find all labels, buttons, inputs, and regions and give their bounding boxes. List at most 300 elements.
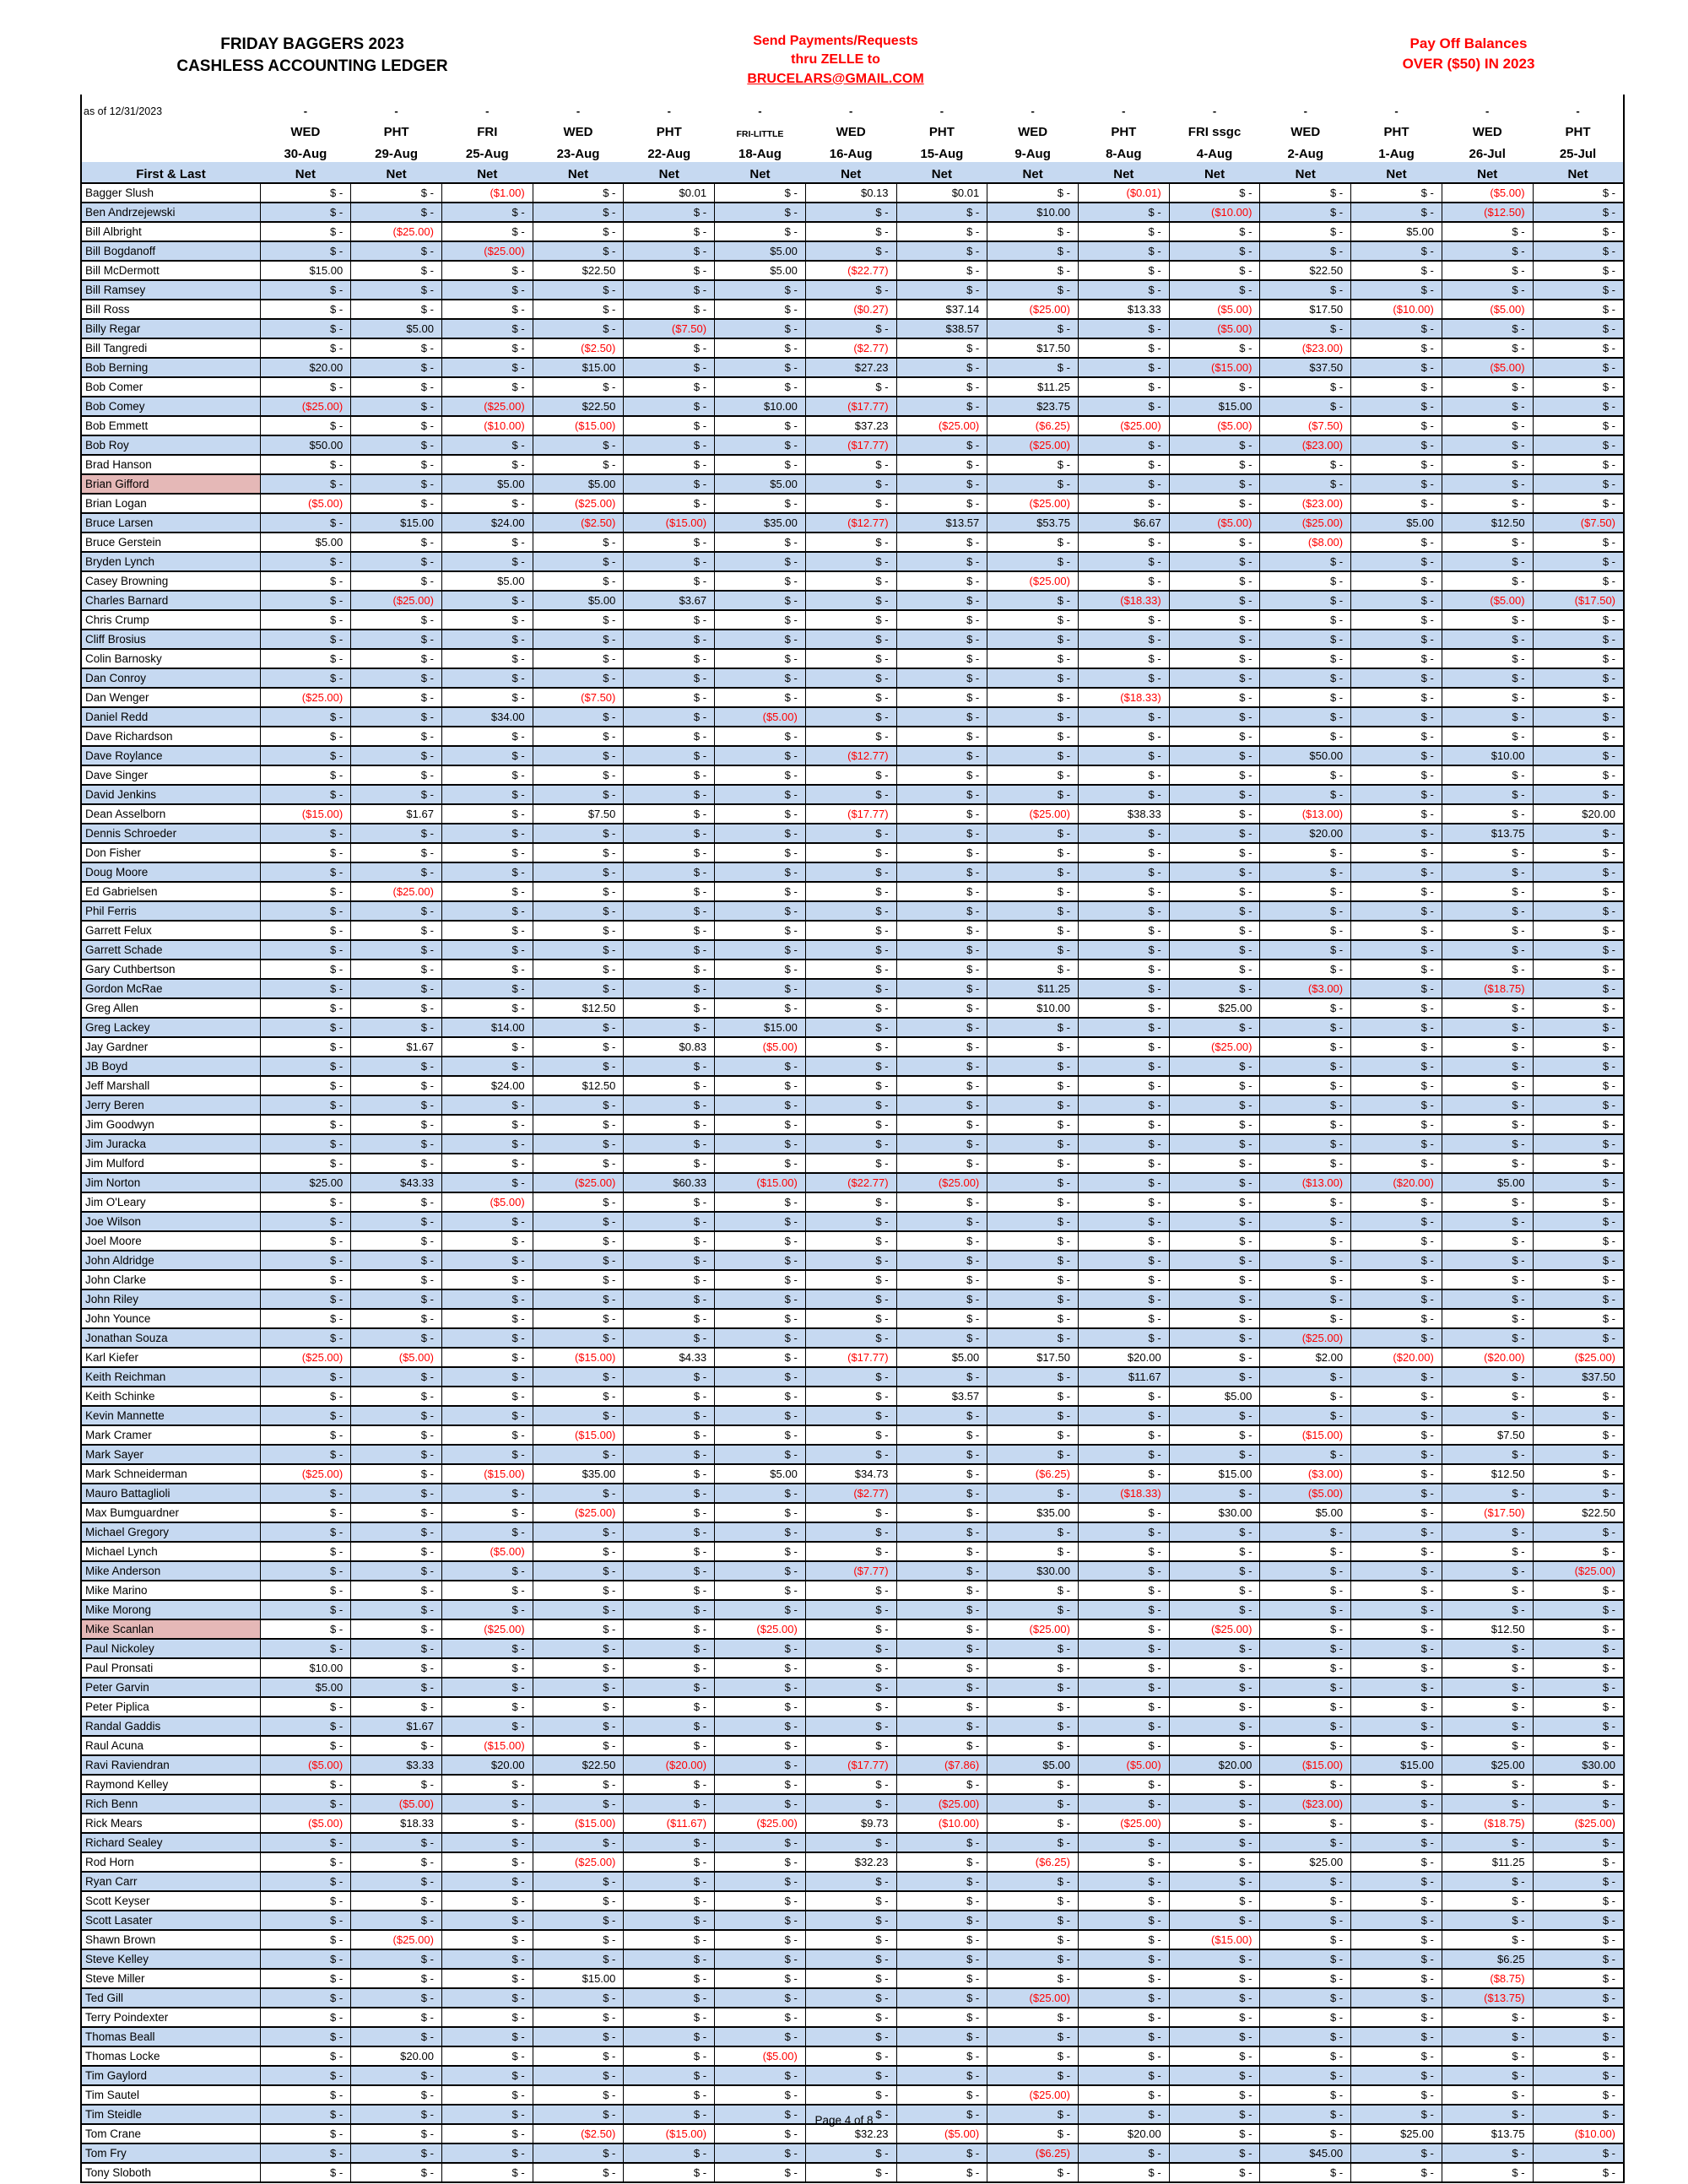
table-row bbox=[81, 785, 1624, 804]
player-name-cell: Jim Goodwyn bbox=[81, 1115, 260, 1134]
net-value-cell: ($25.00) bbox=[533, 1503, 624, 1522]
net-value-cell: $ - bbox=[1442, 1716, 1533, 1736]
net-value-cell: $ - bbox=[260, 203, 351, 222]
net-value-cell: ($5.00) bbox=[260, 1755, 351, 1775]
title-line-1: FRIDAY BAGGERS 2023 bbox=[220, 35, 404, 53]
net-value-cell: $ - bbox=[1169, 610, 1260, 630]
net-value-cell: $ - bbox=[533, 552, 624, 571]
net-value-cell: $ - bbox=[1533, 1289, 1624, 1309]
table-row bbox=[81, 1445, 1624, 1464]
net-value-cell: $ - bbox=[1351, 1134, 1442, 1154]
net-value-cell: $ - bbox=[351, 1212, 442, 1231]
net-value-cell: $ - bbox=[1533, 746, 1624, 765]
net-value-cell: $ - bbox=[805, 649, 896, 668]
table-row bbox=[81, 1095, 1624, 1115]
net-value-cell: $ - bbox=[441, 649, 533, 668]
player-name-cell: Joel Moore bbox=[81, 1231, 260, 1251]
net-value-cell: $ - bbox=[896, 1192, 987, 1212]
net-header: Net bbox=[1078, 162, 1169, 183]
net-value-cell: $ - bbox=[1078, 1872, 1169, 1891]
net-value-cell: $ - bbox=[351, 552, 442, 571]
net-value-cell: $ - bbox=[351, 1076, 442, 1095]
net-value-cell: $ - bbox=[715, 2027, 806, 2046]
net-value-cell: ($8.00) bbox=[1260, 532, 1351, 552]
net-value-cell: $ - bbox=[441, 1678, 533, 1697]
net-value-cell: $ - bbox=[533, 610, 624, 630]
net-value-cell: $ - bbox=[987, 940, 1079, 960]
net-value-cell: $ - bbox=[260, 1639, 351, 1658]
net-value-cell: $ - bbox=[715, 688, 806, 707]
net-value-cell: $ - bbox=[1351, 1561, 1442, 1581]
net-value-cell: $ - bbox=[1169, 1192, 1260, 1212]
net-value-cell: $ - bbox=[715, 1736, 806, 1755]
net-value-cell: $ - bbox=[1351, 1930, 1442, 1949]
net-value-cell: $ - bbox=[987, 1639, 1079, 1658]
net-value-cell: $ - bbox=[1169, 261, 1260, 280]
net-value-cell: ($5.00) bbox=[1169, 300, 1260, 319]
net-value-cell: $ - bbox=[805, 610, 896, 630]
player-name-cell: Ryan Carr bbox=[81, 1872, 260, 1891]
net-value-cell: $ - bbox=[805, 1445, 896, 1464]
net-value-cell: $ - bbox=[1078, 1018, 1169, 1037]
net-value-cell: $ - bbox=[1169, 455, 1260, 474]
net-value-cell: ($20.00) bbox=[1351, 1348, 1442, 1367]
net-value-cell: $ - bbox=[441, 532, 533, 552]
net-value-cell: $ - bbox=[533, 1057, 624, 1076]
net-value-cell: ($15.00) bbox=[441, 1736, 533, 1755]
table-row bbox=[81, 901, 1624, 921]
table-row bbox=[81, 2066, 1624, 2085]
net-value-cell: $ - bbox=[1533, 2027, 1624, 2046]
net-value-cell: $ - bbox=[351, 2163, 442, 2182]
net-value-cell: $ - bbox=[260, 2027, 351, 2046]
net-value-cell: $ - bbox=[1533, 377, 1624, 397]
net-value-cell: $ - bbox=[896, 1542, 987, 1561]
net-value-cell: $ - bbox=[441, 222, 533, 241]
net-value-cell: $ - bbox=[1169, 630, 1260, 649]
net-value-cell: ($25.00) bbox=[715, 1814, 806, 1833]
net-value-cell: $ - bbox=[805, 222, 896, 241]
net-value-cell: $ - bbox=[351, 765, 442, 785]
net-value-cell: $ - bbox=[896, 1697, 987, 1716]
net-value-cell: $ - bbox=[1442, 1581, 1533, 1600]
net-value-cell: $ - bbox=[896, 1425, 987, 1445]
net-value-cell: $ - bbox=[1078, 241, 1169, 261]
payoff-line-1: Pay Off Balances bbox=[1409, 35, 1528, 51]
player-name-cell: Scott Keyser bbox=[81, 1891, 260, 1911]
net-value-cell: $ - bbox=[896, 843, 987, 862]
player-name-cell: Dan Conroy bbox=[81, 668, 260, 688]
net-value-cell: $ - bbox=[987, 1212, 1079, 1231]
net-value-cell: $ - bbox=[260, 1309, 351, 1328]
net-value-cell: $ - bbox=[805, 1289, 896, 1309]
net-value-cell: $ - bbox=[351, 824, 442, 843]
net-value-cell: $ - bbox=[1169, 2046, 1260, 2066]
net-value-cell: $ - bbox=[715, 338, 806, 358]
table-row bbox=[81, 1969, 1624, 1988]
net-value-cell: $ - bbox=[896, 591, 987, 610]
net-value-cell: $ - bbox=[805, 1619, 896, 1639]
net-value-cell: $ - bbox=[441, 630, 533, 649]
net-value-cell: $ - bbox=[1533, 668, 1624, 688]
net-value-cell: $ - bbox=[441, 1891, 533, 1911]
net-value-cell: $ - bbox=[715, 1231, 806, 1251]
net-value-cell: ($25.00) bbox=[260, 1464, 351, 1484]
net-value-cell: $ - bbox=[805, 1076, 896, 1095]
net-value-cell: $ - bbox=[1078, 2066, 1169, 2085]
net-value-cell: $ - bbox=[805, 2143, 896, 2163]
net-value-cell: $ - bbox=[987, 455, 1079, 474]
net-value-cell: $ - bbox=[1078, 921, 1169, 940]
net-value-cell: $ - bbox=[1078, 2008, 1169, 2027]
player-name-cell: Thomas Beall bbox=[81, 2027, 260, 2046]
net-value-cell: $ - bbox=[1442, 1328, 1533, 1348]
net-value-cell: $15.00 bbox=[533, 358, 624, 377]
net-value-cell: $ - bbox=[1169, 338, 1260, 358]
net-header: Net bbox=[351, 162, 442, 183]
net-value-cell: $ - bbox=[1442, 1891, 1533, 1911]
net-value-cell: $ - bbox=[441, 1348, 533, 1367]
net-value-cell: $ - bbox=[805, 862, 896, 882]
net-value-cell: $ - bbox=[805, 1736, 896, 1755]
net-value-cell: $ - bbox=[260, 1445, 351, 1464]
net-value-cell: $10.00 bbox=[1442, 746, 1533, 765]
player-name-cell: Raymond Kelley bbox=[81, 1775, 260, 1794]
net-value-cell: $11.25 bbox=[1442, 1852, 1533, 1872]
net-value-cell: $ - bbox=[533, 979, 624, 998]
net-value-cell: $ - bbox=[260, 707, 351, 727]
net-value-cell: $ - bbox=[533, 1406, 624, 1425]
net-value-cell: $ - bbox=[1260, 1969, 1351, 1988]
net-value-cell: $ - bbox=[715, 1833, 806, 1852]
player-name-cell: Rod Horn bbox=[81, 1852, 260, 1872]
player-name-cell: Bill Ross bbox=[81, 300, 260, 319]
table-row bbox=[81, 1484, 1624, 1503]
net-value-cell: $ - bbox=[441, 785, 533, 804]
net-value-cell: $ - bbox=[715, 1348, 806, 1367]
table-row bbox=[81, 280, 1624, 300]
net-value-cell: $ - bbox=[1442, 1115, 1533, 1134]
player-name-cell: Tom Crane bbox=[81, 2124, 260, 2143]
net-value-cell: $ - bbox=[1078, 1387, 1169, 1406]
player-name-cell: Bob Berning bbox=[81, 358, 260, 377]
net-value-cell: $ - bbox=[805, 1522, 896, 1542]
net-value-cell: $ - bbox=[624, 1464, 715, 1484]
net-value-cell: $ - bbox=[715, 1095, 806, 1115]
net-value-cell: $ - bbox=[1260, 1891, 1351, 1911]
net-value-cell: $5.00 bbox=[1351, 513, 1442, 532]
net-value-cell: $ - bbox=[1533, 1309, 1624, 1328]
net-value-cell: $ - bbox=[1442, 552, 1533, 571]
net-value-cell: $ - bbox=[1078, 630, 1169, 649]
net-value-cell: $ - bbox=[351, 862, 442, 882]
net-value-cell: $ - bbox=[260, 552, 351, 571]
player-name-cell: Steve Miller bbox=[81, 1969, 260, 1988]
net-value-cell: $ - bbox=[1260, 1949, 1351, 1969]
net-value-cell: $ - bbox=[805, 1154, 896, 1173]
net-value-cell: ($15.00) bbox=[624, 513, 715, 532]
net-value-cell: $ - bbox=[1169, 222, 1260, 241]
net-value-cell: $ - bbox=[896, 532, 987, 552]
net-value-cell: $ - bbox=[533, 824, 624, 843]
table-row bbox=[81, 1814, 1624, 1833]
net-value-cell: $ - bbox=[260, 960, 351, 979]
net-value-cell: $53.75 bbox=[987, 513, 1079, 532]
net-value-cell: $ - bbox=[1078, 1794, 1169, 1814]
net-value-cell: $ - bbox=[351, 1503, 442, 1522]
net-value-cell: $ - bbox=[260, 843, 351, 862]
net-value-cell: $ - bbox=[896, 2008, 987, 2027]
net-value-cell: $ - bbox=[1078, 1542, 1169, 1561]
net-value-cell: $ - bbox=[1442, 843, 1533, 862]
net-value-cell: $ - bbox=[441, 2008, 533, 2027]
net-value-cell: $ - bbox=[624, 532, 715, 552]
net-value-cell: ($25.00) bbox=[987, 300, 1079, 319]
net-value-cell: $ - bbox=[805, 1794, 896, 1814]
net-value-cell: $ - bbox=[896, 882, 987, 901]
net-value-cell: $35.00 bbox=[715, 513, 806, 532]
net-value-cell: $ - bbox=[896, 2085, 987, 2105]
table-row bbox=[81, 1154, 1624, 1173]
net-value-cell: ($25.00) bbox=[351, 591, 442, 610]
net-value-cell: $ - bbox=[260, 241, 351, 261]
net-value-cell: $ - bbox=[1533, 1794, 1624, 1814]
column-date-label: 9-Aug bbox=[1014, 147, 1051, 161]
net-value-cell: $ - bbox=[260, 1095, 351, 1115]
net-value-cell: $ - bbox=[987, 1154, 1079, 1173]
player-name-cell: Mark Sayer bbox=[81, 1445, 260, 1464]
net-value-cell: $5.00 bbox=[896, 1348, 987, 1367]
net-value-cell: $ - bbox=[1351, 1251, 1442, 1270]
net-value-cell: $ - bbox=[624, 1387, 715, 1406]
net-value-cell: $ - bbox=[533, 1930, 624, 1949]
net-value-cell: $ - bbox=[624, 1231, 715, 1251]
player-name-cell: Jeff Marshall bbox=[81, 1076, 260, 1095]
net-value-cell: $ - bbox=[441, 1872, 533, 1891]
net-value-cell: $ - bbox=[1078, 532, 1169, 552]
table-row bbox=[81, 397, 1624, 416]
net-value-cell: $ - bbox=[987, 1949, 1079, 1969]
player-name-cell: Mauro Battaglioli bbox=[81, 1484, 260, 1503]
net-value-cell: ($25.00) bbox=[987, 804, 1079, 824]
net-value-cell: $ - bbox=[1078, 2027, 1169, 2046]
net-value-cell: $35.00 bbox=[987, 1503, 1079, 1522]
net-value-cell: $ - bbox=[715, 2143, 806, 2163]
net-value-cell: $ - bbox=[715, 960, 806, 979]
table-row bbox=[81, 494, 1624, 513]
net-value-cell: ($5.00) bbox=[351, 1348, 442, 1367]
net-value-cell: $ - bbox=[896, 960, 987, 979]
net-value-cell: ($15.00) bbox=[1169, 1930, 1260, 1949]
net-value-cell: $ - bbox=[715, 1192, 806, 1212]
net-value-cell: $ - bbox=[1442, 1154, 1533, 1173]
net-value-cell: $ - bbox=[1260, 2163, 1351, 2182]
column-dash: - bbox=[758, 105, 762, 117]
net-value-cell: $ - bbox=[624, 1134, 715, 1154]
net-value-cell: $ - bbox=[805, 2163, 896, 2182]
net-value-cell: $ - bbox=[1078, 1930, 1169, 1949]
net-value-cell: $ - bbox=[1351, 940, 1442, 960]
net-value-cell: $ - bbox=[624, 2143, 715, 2163]
net-value-cell: $ - bbox=[624, 1911, 715, 1930]
net-header: Net bbox=[1169, 162, 1260, 183]
net-value-cell: $ - bbox=[805, 241, 896, 261]
net-value-cell: $ - bbox=[533, 1949, 624, 1969]
player-name-cell: Bill Albright bbox=[81, 222, 260, 241]
net-value-cell: $ - bbox=[987, 2027, 1079, 2046]
net-value-cell: $ - bbox=[260, 1289, 351, 1309]
net-value-cell: $ - bbox=[896, 1716, 987, 1736]
net-value-cell: $ - bbox=[896, 998, 987, 1018]
net-value-cell: $ - bbox=[1533, 882, 1624, 901]
net-value-cell: $ - bbox=[805, 1716, 896, 1736]
net-value-cell: $ - bbox=[1078, 1406, 1169, 1425]
table-row bbox=[81, 241, 1624, 261]
player-name-cell: Raul Acuna bbox=[81, 1736, 260, 1755]
player-name-cell: Tim Steidle bbox=[81, 2105, 260, 2124]
net-value-cell: $ - bbox=[441, 1775, 533, 1794]
net-value-cell: $ - bbox=[260, 1542, 351, 1561]
net-value-cell: $ - bbox=[624, 824, 715, 843]
net-value-cell: $ - bbox=[533, 319, 624, 338]
net-value-cell: $ - bbox=[1533, 2008, 1624, 2027]
net-value-cell: $ - bbox=[987, 1367, 1079, 1387]
net-value-cell: $ - bbox=[1533, 1600, 1624, 1619]
net-value-cell: $ - bbox=[1169, 1581, 1260, 1600]
net-value-cell: $ - bbox=[533, 882, 624, 901]
net-value-cell: $ - bbox=[1169, 2027, 1260, 2046]
net-value-cell: $ - bbox=[260, 1503, 351, 1522]
net-value-cell: $ - bbox=[441, 1387, 533, 1406]
net-value-cell: $ - bbox=[896, 1484, 987, 1503]
net-value-cell: $ - bbox=[1260, 765, 1351, 785]
net-value-cell: $ - bbox=[351, 1891, 442, 1911]
net-value-cell: $ - bbox=[1442, 882, 1533, 901]
net-value-cell: $ - bbox=[715, 203, 806, 222]
net-value-cell: $ - bbox=[441, 979, 533, 998]
net-value-cell: $ - bbox=[1351, 1367, 1442, 1387]
net-value-cell: ($10.00) bbox=[441, 416, 533, 435]
net-value-cell: $2.00 bbox=[1260, 1348, 1351, 1367]
net-value-cell: ($15.00) bbox=[533, 416, 624, 435]
net-value-cell: $ - bbox=[896, 338, 987, 358]
net-value-cell: $ - bbox=[624, 1969, 715, 1988]
net-value-cell: $ - bbox=[533, 241, 624, 261]
net-value-cell: $ - bbox=[533, 668, 624, 688]
net-value-cell: $ - bbox=[1260, 1619, 1351, 1639]
net-value-cell: $ - bbox=[715, 1639, 806, 1658]
net-value-cell: $ - bbox=[1169, 921, 1260, 940]
net-value-cell: $ - bbox=[1078, 455, 1169, 474]
net-header: Net bbox=[805, 162, 896, 183]
net-value-cell: $ - bbox=[1442, 2143, 1533, 2163]
net-value-cell: $ - bbox=[533, 1115, 624, 1134]
net-value-cell: $ - bbox=[1169, 1367, 1260, 1387]
net-value-cell: $ - bbox=[805, 1367, 896, 1387]
net-value-cell: $ - bbox=[1260, 1134, 1351, 1154]
net-value-cell: $ - bbox=[260, 2143, 351, 2163]
net-value-cell: $ - bbox=[896, 1988, 987, 2008]
net-value-cell: $ - bbox=[624, 727, 715, 746]
net-value-cell: $ - bbox=[1533, 1037, 1624, 1057]
net-value-cell: $ - bbox=[351, 494, 442, 513]
net-value-cell: $ - bbox=[1078, 1115, 1169, 1134]
net-value-cell: $ - bbox=[441, 940, 533, 960]
net-value-cell: $ - bbox=[1533, 1192, 1624, 1212]
column-day-label: WED bbox=[563, 125, 593, 139]
net-value-cell: $ - bbox=[1442, 494, 1533, 513]
net-value-cell: $ - bbox=[351, 2143, 442, 2163]
net-value-cell: $ - bbox=[351, 610, 442, 630]
player-name-cell: Kevin Mannette bbox=[81, 1406, 260, 1425]
player-name-cell: Greg Allen bbox=[81, 998, 260, 1018]
net-value-cell: $ - bbox=[1078, 979, 1169, 998]
net-value-cell: ($20.00) bbox=[1442, 1348, 1533, 1367]
net-value-cell: $ - bbox=[1078, 1445, 1169, 1464]
net-value-cell: $ - bbox=[1078, 998, 1169, 1018]
net-value-cell: $ - bbox=[805, 921, 896, 940]
net-value-cell: $ - bbox=[987, 358, 1079, 377]
net-value-cell: $ - bbox=[260, 571, 351, 591]
net-value-cell: $ - bbox=[1351, 203, 1442, 222]
net-value-cell: ($25.00) bbox=[351, 1930, 442, 1949]
net-value-cell: $ - bbox=[533, 1891, 624, 1911]
net-value-cell: $ - bbox=[260, 901, 351, 921]
net-value-cell: $ - bbox=[1078, 901, 1169, 921]
net-value-cell: $ - bbox=[1533, 1639, 1624, 1658]
net-value-cell: $ - bbox=[1078, 1095, 1169, 1115]
net-value-cell: $ - bbox=[1169, 2143, 1260, 2163]
net-value-cell: $ - bbox=[624, 1658, 715, 1678]
net-value-cell: $11.25 bbox=[987, 377, 1079, 397]
net-value-cell: $ - bbox=[1169, 1095, 1260, 1115]
net-value-cell: $ - bbox=[260, 1736, 351, 1755]
net-value-cell: $ - bbox=[351, 649, 442, 668]
net-value-cell: $ - bbox=[987, 1522, 1079, 1542]
column-dash: - bbox=[1122, 105, 1126, 117]
player-name-cell: Keith Reichman bbox=[81, 1367, 260, 1387]
net-value-cell: $ - bbox=[896, 1309, 987, 1328]
net-value-cell: $ - bbox=[533, 1192, 624, 1212]
net-value-cell: $ - bbox=[805, 1542, 896, 1561]
net-value-cell: $ - bbox=[1078, 940, 1169, 960]
net-value-cell: $ - bbox=[1078, 707, 1169, 727]
player-name-cell: Steve Kelley bbox=[81, 1949, 260, 1969]
net-value-cell: $ - bbox=[533, 2046, 624, 2066]
net-value-cell: $ - bbox=[1351, 1231, 1442, 1251]
net-value-cell: ($17.77) bbox=[805, 1755, 896, 1775]
net-value-cell: $ - bbox=[1533, 1425, 1624, 1445]
net-value-cell: $ - bbox=[896, 1212, 987, 1231]
net-value-cell: $ - bbox=[260, 377, 351, 397]
net-value-cell: $ - bbox=[896, 2105, 987, 2124]
net-value-cell: $ - bbox=[351, 1619, 442, 1639]
player-name-cell: Peter Garvin bbox=[81, 1678, 260, 1697]
net-value-cell: $ - bbox=[987, 2124, 1079, 2143]
net-value-cell: $ - bbox=[1078, 280, 1169, 300]
net-value-cell: $ - bbox=[624, 1891, 715, 1911]
net-value-cell: $1.67 bbox=[351, 804, 442, 824]
net-value-cell: $ - bbox=[1533, 649, 1624, 668]
net-value-cell: $ - bbox=[1351, 1542, 1442, 1561]
net-value-cell: $ - bbox=[987, 1600, 1079, 1619]
net-value-cell: $ - bbox=[987, 1037, 1079, 1057]
net-value-cell: $ - bbox=[1351, 591, 1442, 610]
player-name-cell: Paul Nickoley bbox=[81, 1639, 260, 1658]
page-title bbox=[101, 34, 523, 77]
net-value-cell: $ - bbox=[1442, 319, 1533, 338]
net-value-cell: $ - bbox=[1169, 1658, 1260, 1678]
